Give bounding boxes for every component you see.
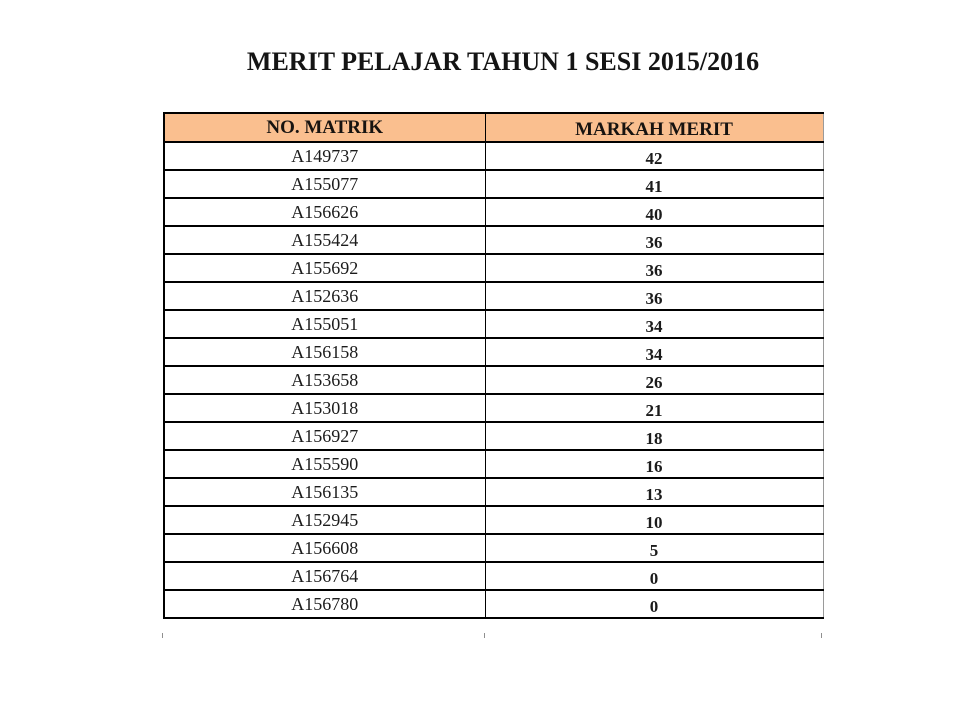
matric-cell: A153658 xyxy=(164,366,485,394)
matric-cell: A156764 xyxy=(164,562,485,590)
table-row xyxy=(164,590,823,618)
table-row xyxy=(164,142,823,170)
matric-cell: A155424 xyxy=(164,226,485,254)
merit-cell: 40 xyxy=(485,198,823,226)
merit-cell: 18 xyxy=(485,422,823,450)
table-row xyxy=(164,422,823,450)
table-border-stub-right xyxy=(821,633,822,638)
matric-cell: A155692 xyxy=(164,254,485,282)
table-row xyxy=(164,562,823,590)
matric-cell: A156135 xyxy=(164,478,485,506)
matric-cell: A156608 xyxy=(164,534,485,562)
matric-cell: A152945 xyxy=(164,506,485,534)
merit-cell: 36 xyxy=(485,282,823,310)
matric-cell: A153018 xyxy=(164,394,485,422)
merit-cell: 10 xyxy=(485,506,823,534)
merit-cell: 21 xyxy=(485,394,823,422)
table-row xyxy=(164,478,823,506)
table-body xyxy=(164,142,823,618)
table-row xyxy=(164,506,823,534)
table-row xyxy=(164,170,823,198)
header-cell-merit: MARKAH MERIT xyxy=(485,113,823,142)
merit-cell: 34 xyxy=(485,310,823,338)
matric-cell: A156158 xyxy=(164,338,485,366)
matric-cell: A155051 xyxy=(164,310,485,338)
matric-cell: A156626 xyxy=(164,198,485,226)
table-row xyxy=(164,198,823,226)
page-title: MERIT PELAJAR TAHUN 1 SESI 2015/2016 xyxy=(246,47,760,76)
matric-cell: A156927 xyxy=(164,422,485,450)
table-header-row xyxy=(164,113,823,142)
merit-cell: 36 xyxy=(485,226,823,254)
merit-cell: 5 xyxy=(485,534,823,562)
table-border-stub-middle xyxy=(484,633,485,638)
table-row xyxy=(164,366,823,394)
merit-cell: 13 xyxy=(485,478,823,506)
table-row xyxy=(164,534,823,562)
table-border-stub-left xyxy=(162,633,163,638)
merit-cell: 16 xyxy=(485,450,823,478)
table-row xyxy=(164,310,823,338)
table-row xyxy=(164,394,823,422)
merit-cell: 36 xyxy=(485,254,823,282)
matric-cell: A156780 xyxy=(164,590,485,618)
matric-cell: A152636 xyxy=(164,282,485,310)
merit-cell: 0 xyxy=(485,562,823,590)
merit-table xyxy=(163,112,824,619)
matric-cell: A155077 xyxy=(164,170,485,198)
merit-cell: 34 xyxy=(485,338,823,366)
merit-cell: 26 xyxy=(485,366,823,394)
table-row xyxy=(164,282,823,310)
table-row xyxy=(164,226,823,254)
table-row xyxy=(164,450,823,478)
matric-cell: A149737 xyxy=(164,142,485,170)
merit-cell: 0 xyxy=(485,590,823,618)
matric-cell: A155590 xyxy=(164,450,485,478)
table-row xyxy=(164,338,823,366)
merit-cell: 42 xyxy=(485,142,823,170)
table-row xyxy=(164,254,823,282)
header-cell-matric: NO. MATRIK xyxy=(164,113,485,142)
merit-cell: 41 xyxy=(485,170,823,198)
